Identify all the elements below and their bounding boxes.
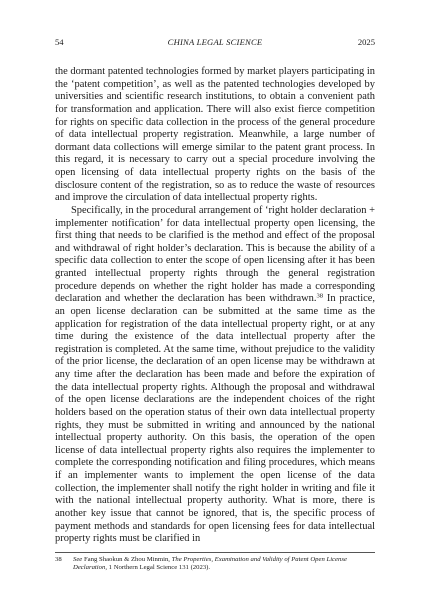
footnote-number: 38	[55, 556, 62, 563]
page-number: 54	[55, 37, 64, 47]
journal-title: CHINA LEGAL SCIENCE	[167, 37, 263, 47]
footnote-divider	[55, 552, 375, 553]
paragraph-text: Specifically, in the procedural arrangement of ‘right holder declaration + implementer notification’ for data intellectual property open licensing, the first thing that needs to be clarified is the method and effect of the proposal and withdrawal of right holder’s declaration. This is because the ability of a specific data collection to enter the scope of open licensing after it has been granted intellectual property rights through the general registration procedure depends on whether the right holder has made a corresponding declaration and whether the declaration has been withdrawn.	[55, 204, 375, 305]
body-text	[55, 66, 375, 546]
paragraph: the dormant patented technologies formed by market players participating in the ‘patent competition’, as well as the patented technologies developed by universities and scientific research institutions, to obtain a convenient path for transformation and application. There will also exist fierce competition for rights on specific data collection in the process of the general procedure of data intellectual property registration. Meanwhile, a large number of dormant data collections will emerge similar to the patent grant process. In this regard, it is necessary to carry out a special procedure involving the open licensing of data intellectual property rights on the basis of the disclosure content of the registration, so as to reduce the waste of resources and improve the circulation of data intellectual property rights.	[55, 66, 375, 204]
footnote	[55, 556, 375, 573]
footnote-marker[interactable]: 38	[316, 292, 324, 300]
footnote-citation: , 1 Northern Legal Science 131 (2023).	[105, 564, 211, 572]
paragraph-text: In practice, an open license declaration can be submitted at the same time as the application for registration of the data intellectual property right, or at any time during the existence of the data intellectual property after the registration is completed. At the same time, without prejudice to the validity of the prior license, the declaration of an open license may be withdrawn at any time after the declaration has been made and before the expiration of the data intellectual property rights. Although the proposal and withdrawal of the open license declarations are the independent choices of the right holders based on the operation status of their own data intellectual property rights, they must be submitted in writing and announced by the national intellectual property authority. On this basis, the operation of the open license of data intellectual property rights also requires the implementer to complete the corresponding notification and filing procedures, which means if an implementer wants to implement the open license of the data collection, the implementer shall notify the right holder in writing and file it with the national intellectual property authority. What is more, there is another key issue that cannot be ignored, that is, the specific process of payment methods and standards for open licensing fees for data intellectual property rights must be clarified in	[55, 293, 375, 545]
publication-year: 2025	[357, 37, 375, 47]
paragraph	[55, 205, 375, 546]
footnote-text	[73, 556, 375, 573]
footnote-cited-title: The Properties, Examination and Validity of Patent Open License Declaration	[73, 556, 347, 572]
footnote-see: See	[73, 556, 83, 563]
running-header	[55, 36, 375, 48]
footnote-authors: Fang Shaokun & Zhou Minmin,	[82, 556, 172, 563]
